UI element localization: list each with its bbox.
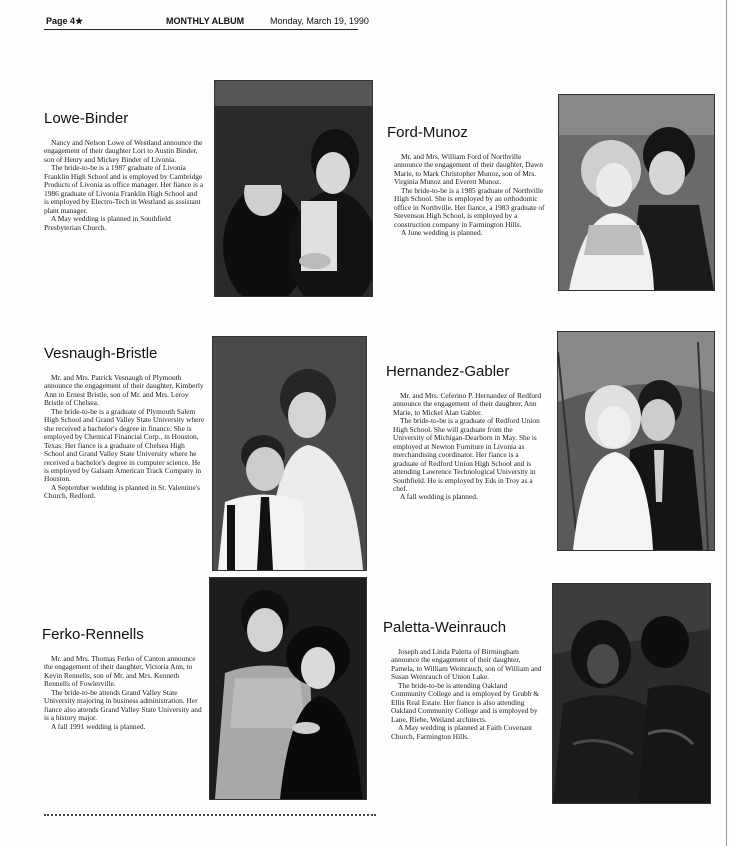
paragraph: A May wedding is planned at Faith Covenant Church, Farmington Hills. (391, 723, 533, 741)
page-header (44, 13, 369, 30)
paragraph: A June wedding is planned. (401, 228, 483, 238)
announcement-text (394, 153, 546, 238)
engagement-photo (552, 583, 711, 804)
announcement-text (391, 648, 543, 741)
issue-date: Monday, March 19, 1990 (270, 16, 369, 26)
paragraph: A May wedding is planned in Southfield Presbyterian Church. (44, 214, 171, 232)
paragraph: A fall 1991 wedding is planned. (51, 721, 146, 731)
paragraph: The bride-to-be is a graduate of Redford Union High School. She will graduate from the University of Michigan-Dearborn in May. She is employed at Newton Furniture in Livonia as merchandising coordinator. Her fiance is a graduate of Redford Union High School and is attending Lawrence Technological University in Southfield. He is employed by Eds in Troy as a chef. (393, 416, 540, 493)
paragraph: Mr. and Mrs. William Ford of Northville announce the engagement of their daughter, Dawn Marie, to Mark Christopher Munoz, son of Mrs. Virginia Munoz and Everett Munoz. (394, 152, 543, 187)
page-number: Page 4★ (46, 16, 84, 26)
engagement-photo (209, 577, 367, 800)
publication-name: MONTHLY ALBUM (166, 16, 245, 26)
paragraph: A fall wedding is planned. (400, 492, 478, 502)
paragraph: The bride-to-be is attending Oakland Community College and is employed by Grubb & Ellis Real Estate. Her fiance is also attending Oakland Community College and is employed by Lane, Riebe, Weiland architects. (391, 680, 540, 724)
announcement-title: Paletta-Weinrauch (383, 619, 507, 636)
paragraph: The bride-to-be is a graduate of Plymouth Salem High School and Grand Valley State University where she received a bachelor's degree in finance. She is employed by Chemical Financial Corp., in Houston, Texas. Her fiance is a graduate of Chelsea High School and Grand Valley State University where he received a bachelor's degree in computer science. He is employed by Galsam American Track Company in Houston. (44, 406, 205, 484)
bottom-dotted-rule (44, 814, 376, 816)
announcement-title: Lowe-Binder (44, 110, 129, 127)
announcement-title: Vesnaugh-Bristle (44, 345, 158, 362)
engagement-photo (557, 331, 715, 551)
paragraph: The bride-to-be attends Grand Valley State University majoring in business administration. Her fiance also attends Grand Valley State University and is a history major. (44, 687, 202, 723)
paragraph: The bride-to-be is a 1987 graduate of Livonia Franklin High School and is employed by Cambridge Products of Livonia as office manager. Her fiance is a 1986 graduate of Livonia Franklin High School and is employed by Electro-Tech in Westland as assistant plant manager. (44, 163, 204, 215)
engagement-photo (214, 80, 373, 297)
paragraph: Mr. and Mrs. Thomas Ferko of Canton announce the engagement of their daughter, Victoria Ann, to Kevin Rennells, son of Mr. and Mrs. Kenneth Rennells of Fowlerville. (44, 654, 196, 689)
announcement-text (44, 139, 204, 232)
paragraph: Mr. and Mrs. Ceferino P. Hernandez of Redford announce the engagement of their daughter, Ann Marie, to Mickel Alan Gabler. (393, 391, 542, 417)
announcement-text (44, 655, 202, 731)
engagement-photo (212, 336, 367, 571)
announcement-text (44, 374, 206, 501)
announcement-title: Hernandez-Gabler (386, 363, 510, 380)
announcement-text (393, 392, 543, 502)
engagement-photo (558, 94, 715, 291)
page-edge-line (726, 0, 727, 846)
paragraph: Mr. and Mrs. Patrick Vesnaugh of Plymouth announce the engagement of their daughter, Kimberly Ann to Ernest Bristle, son of Mr. and Mrs. Leroy Bristle of Chelsea. (44, 373, 204, 408)
paragraph: Nancy and Nelson Lowe of Westland announce the engagement of their daughter Lori to Austin Binder, son of Henry and Mickey Binder of Livonia. (44, 138, 203, 164)
announcement-title: Ferko-Rennells (42, 626, 144, 643)
paragraph: Joseph and Linda Paletta of Birmingham announce the engagement of their daughter, Pamela, to William Weinrauch, son of William and Susan Weinrauch of Union Lake. (391, 647, 542, 682)
paragraph: The bride-to-be is a 1985 graduate of Northville High School. She is employed by an orthodontic office in Northville. Her fiance, a 1983 graduate of Stevenson High School, is employed by a construction company in Farmington Hills. (394, 185, 545, 229)
announcement-title: Ford-Munoz (387, 124, 468, 141)
paragraph: A September wedding is planned in St. Valentine's Church, Redford. (44, 482, 200, 501)
